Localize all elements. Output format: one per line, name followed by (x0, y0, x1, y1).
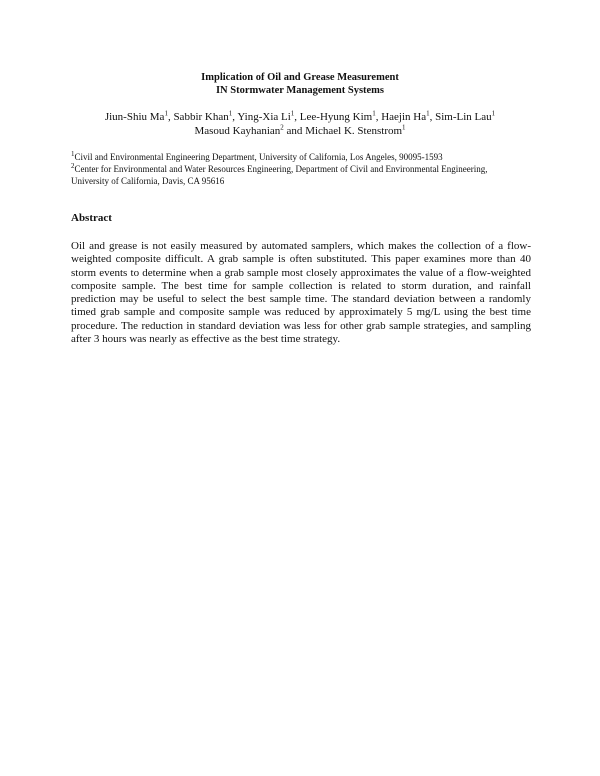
author-name: Ying-Xia Li (237, 111, 291, 123)
author-name: Haejin Ha (381, 111, 427, 123)
author-affiliation-mark: 1 (290, 109, 295, 118)
author-separator: , (375, 111, 382, 123)
author-name: Jiun-Shiu Ma (104, 111, 165, 123)
author-affiliation-mark: 1 (491, 109, 496, 118)
author-name: Sabbir Khan (173, 111, 229, 123)
author-separator: , (429, 111, 436, 123)
author-name: Lee-Hyung Kim (299, 111, 373, 123)
author-affiliation-mark: 1 (402, 123, 406, 132)
author-list-line-1 (0, 110, 600, 124)
affiliation-text: Civil and Environmental Engineering Department, University of California, Los Angeles, 90095-1593 (74, 152, 443, 162)
paper-title-line-2: IN Stormwater Management Systems (215, 85, 385, 96)
author-name: Michael K. Stenstrom (305, 125, 403, 137)
affiliation-2 (71, 164, 541, 175)
affiliation-2-continued: University of California, Davis, CA 95616 (71, 176, 225, 186)
affiliation-number: 1 (71, 150, 75, 158)
author-list-line-2 (0, 124, 600, 138)
affiliation-number: 2 (71, 162, 75, 170)
author-name: Sim-Lin Lau (435, 111, 492, 123)
author-name: Masoud Kayhanian (194, 125, 281, 137)
author-affiliation-mark: 1 (426, 109, 430, 118)
author-separator: , (232, 111, 238, 123)
author-separator: , (167, 111, 174, 123)
author-affiliation-mark: 1 (228, 109, 233, 118)
abstract-body: Oil and grease is not easily measured by automated samplers, which makes the collection of a flow-weighted composite difficult. A grab sample is often substituted. This paper examines more than 40 storm events to determine when a grab sample most closely approximates the value of a flow-weighted composite sample. The best time for sample collection is related to storm duration, and rainfall prediction may be useful to select the best sample time. The standard deviation between a randomly timed grab sample and composite sample was reduced by approximately 5 mg/L using the best time procedure. The reduction in standard deviation was less for other grab sample strategies, and sampling after 3 hours was nearly as effective as the best time strategy. (71, 240, 531, 346)
affiliation-1 (71, 152, 541, 163)
author-affiliation-mark: 1 (164, 109, 168, 118)
abstract-heading: Abstract (71, 212, 112, 224)
affiliation-text: Center for Environmental and Water Resources Engineering, Department of Civil and Environmental Engineering, (74, 164, 488, 174)
author-separator: , (294, 111, 300, 123)
paper-title-line-1: Implication of Oil and Grease Measurement (201, 72, 399, 83)
author-affiliation-mark: 1 (372, 109, 376, 118)
author-affiliation-mark: 2 (280, 123, 284, 132)
author-separator: and (283, 125, 306, 137)
